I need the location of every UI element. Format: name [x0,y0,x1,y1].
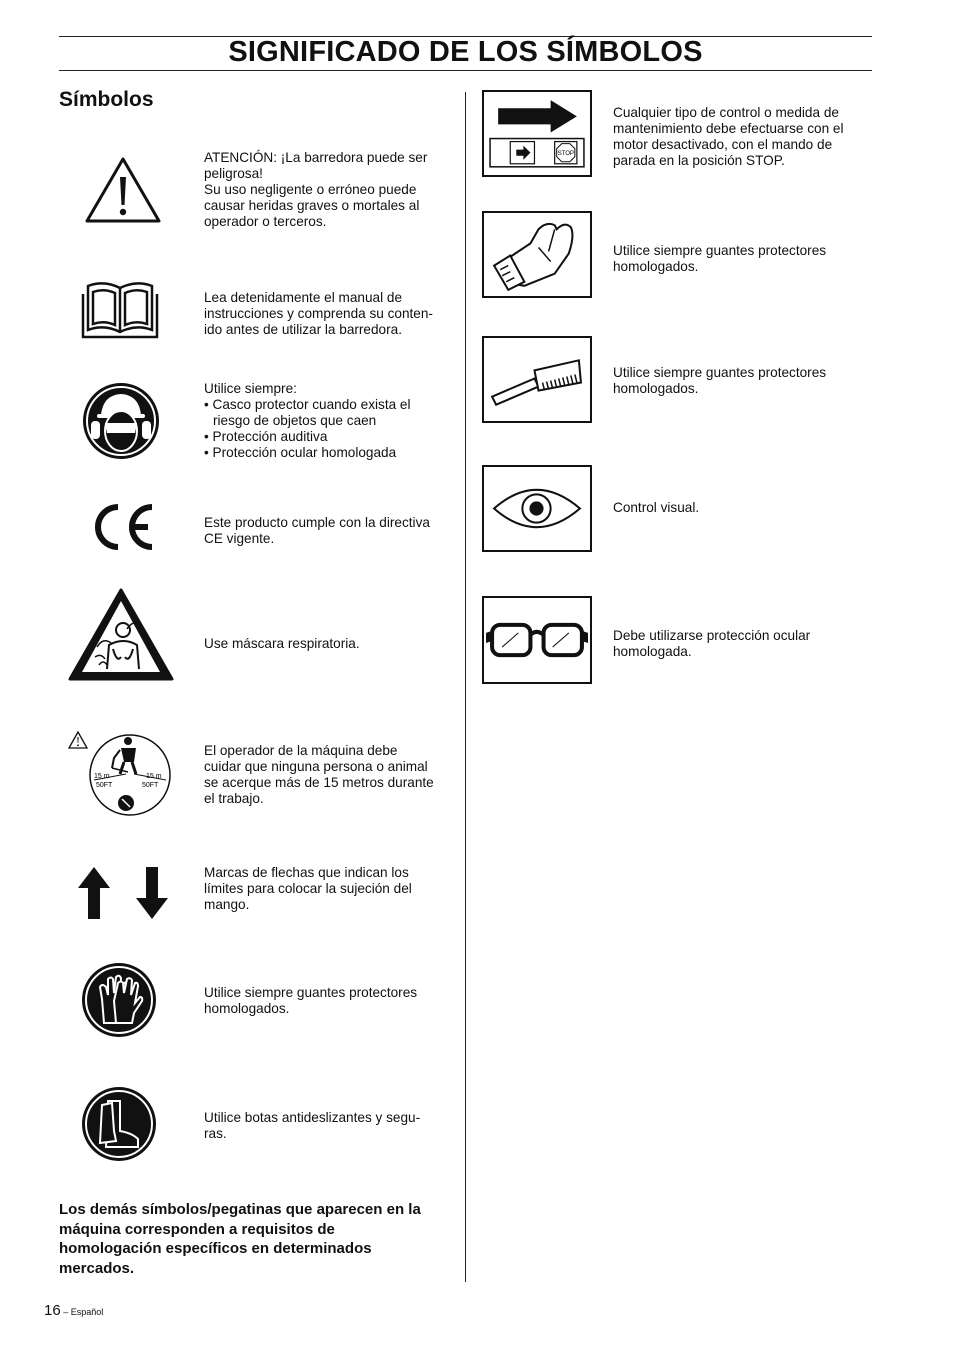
text-line: Cualquier tipo de control o medida de [613,105,839,120]
text-line: parada en la posición STOP. [613,153,785,168]
safety-distance-text [204,743,434,807]
text-line: Utilice siempre: [204,381,297,396]
ce-text [204,515,430,547]
distance-label-right-ft: 50FT [142,782,159,789]
text-line: ATENCIÓN: ¡La barredora puede ser [204,150,428,165]
text-line: Lea detenidamente el manual de [204,290,403,305]
text-line: CE vigente. [204,531,275,546]
safety-distance-icon [66,728,178,822]
text-line: se acerque más de 15 metros durante [204,775,434,790]
warning-text [204,150,427,230]
safety-boots-icon [80,1085,158,1163]
warning-triangle-icon [84,155,162,225]
eye-text [613,500,699,516]
text-line: Debe utilizarse protección ocular [613,628,811,643]
helmet-ear-eye-protection-icon [81,381,161,461]
glove-text [613,243,826,275]
text-line: causar heridas graves o mortales al [204,198,420,213]
page-title: SIGNIFICADO DE LOS SÍMBOLOS [228,36,703,68]
text-line: homologados. [613,259,699,274]
brush-icon [482,336,592,423]
distance-label-left: 15 m [94,773,110,780]
text-line: Control visual. [613,500,700,515]
note-paragraph [59,1200,459,1278]
title-underline [59,70,872,71]
text-line: motor desactivado, con el mando de [613,137,833,152]
stop-switch-icon [482,90,592,177]
text-line: Utilice botas antideslizantes y segu- [204,1110,421,1125]
text-line: el trabajo. [204,791,264,806]
bullet-line: • Protección ocular homologada [204,445,397,460]
page-number: 16 [44,1302,61,1319]
manual-text [204,290,433,338]
note-line: mercados. [59,1259,135,1277]
text-line: instrucciones y comprenda su conten- [204,306,433,321]
text-line: mango. [204,897,250,912]
bullet-continuation: riesgo de objetos que caen [213,413,377,428]
bullet-line: • Protección auditiva [204,429,328,444]
text-line: cuidar que ninguna persona o animal [204,759,428,774]
text-line: límites para colocar la sujeción del [204,881,412,896]
distance-label-right: 15 m [146,773,162,780]
open-book-manual-icon [80,280,160,340]
column-divider [465,92,466,1282]
text-line: Su uso negligente o erróneo puede [204,182,417,197]
text-line: mantenimiento debe efectuarse con el [613,121,844,136]
text-line: Utilice siempre guantes protectores [204,985,418,1000]
stop-label: STOP [557,151,574,158]
text-line: Utilice siempre guantes protectores [613,243,827,258]
bullet-line: • Casco protector cuando exista el [204,397,411,412]
text-line: Marcas de flechas que indican los [204,865,409,880]
arrows-text [204,865,412,913]
text-line: El operador de la máquina debe [204,743,398,758]
glove-icon [482,211,592,298]
respirator-mask-icon [67,587,175,683]
text-line: peligrosa! [204,166,263,181]
boots-text [204,1110,420,1142]
text-line: ido antes de utilizar la barredora. [204,322,402,337]
protection-text [204,381,411,461]
section-heading: Símbolos [59,88,154,111]
text-line: homologada. [613,644,692,659]
brush-text [613,365,826,397]
text-line: Este producto cumple con la directiva [204,515,430,530]
text-line: Utilice siempre guantes protectores [613,365,827,380]
note-line: máquina corresponden a requisitos de [59,1220,335,1238]
respirator-text [204,636,360,652]
safety-glasses-icon [482,596,592,684]
stop-text [613,105,843,169]
distance-label-left-ft: 50FT [96,782,113,789]
text-line: homologados. [204,1001,290,1016]
note-line: Los demás símbolos/pegatinas que aparecen en la [59,1201,421,1218]
text-line: operador o terceros. [204,214,327,229]
text-line: Use máscara respiratoria. [204,636,360,651]
gloves-text [204,985,417,1017]
arrows-up-down-icon [76,866,172,920]
ce-mark-icon [88,503,156,551]
glasses-text [613,628,810,660]
eye-icon [482,465,592,552]
text-line: ras. [204,1126,227,1141]
footer-language: – Español [60,1307,104,1317]
note-line: homologación específicos en determinados [59,1240,372,1257]
protective-gloves-icon [80,961,158,1039]
page-footer [44,1302,103,1319]
text-line: homologados. [613,381,699,396]
